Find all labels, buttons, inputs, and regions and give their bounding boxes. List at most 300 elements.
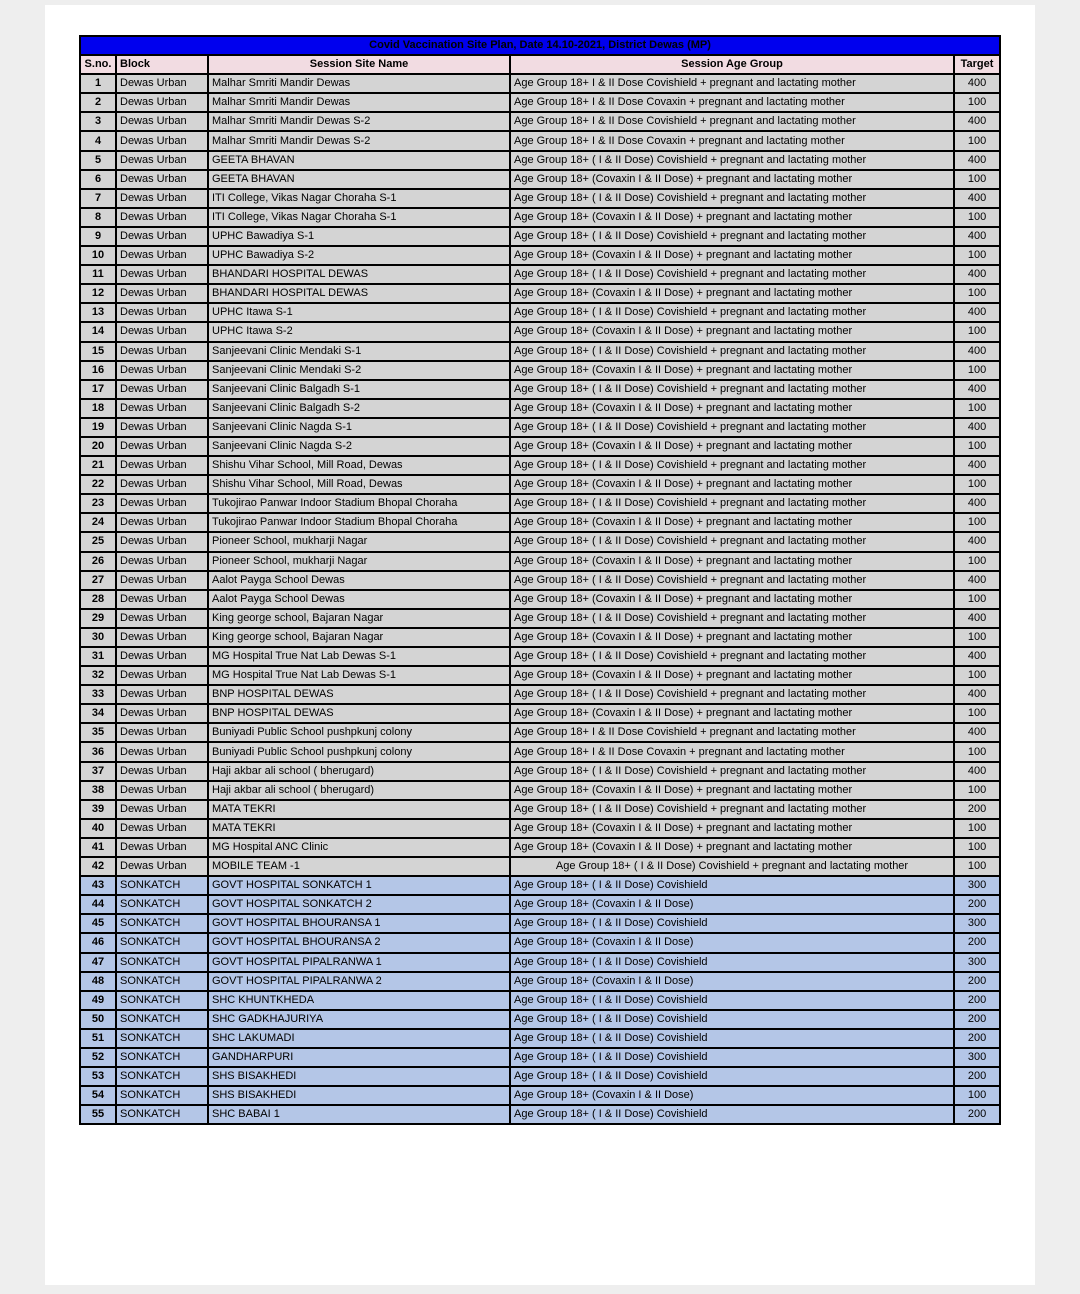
row-site-name: Sanjeevani Clinic Nagda S-2 bbox=[208, 437, 510, 456]
header-block: Block bbox=[116, 55, 208, 74]
row-age-group: Age Group 18+ ( I & II Dose) Covishield + pregnant and lactating mother bbox=[510, 380, 954, 399]
row-age-group: Age Group 18+ (Covaxin I & II Dose) + pregnant and lactating mother bbox=[510, 666, 954, 685]
row-sno: 43 bbox=[80, 876, 116, 895]
row-age-group: Age Group 18+ I & II Dose Covaxin + pregnant and lactating mother bbox=[510, 131, 954, 150]
row-sno: 53 bbox=[80, 1067, 116, 1086]
row-block: Dewas Urban bbox=[116, 666, 208, 685]
row-age-group: Age Group 18+ (Covaxin I & II Dose) + pregnant and lactating mother bbox=[510, 322, 954, 341]
row-age-group: Age Group 18+ ( I & II Dose) Covishield bbox=[510, 1105, 954, 1124]
row-site-name: Tukojirao Panwar Indoor Stadium Bhopal Choraha bbox=[208, 494, 510, 513]
table-row bbox=[80, 513, 1000, 532]
row-site-name: GEETA BHAVAN bbox=[208, 151, 510, 170]
row-site-name: Shishu Vihar School, Mill Road, Dewas bbox=[208, 475, 510, 494]
row-site-name: GANDHARPURI bbox=[208, 1048, 510, 1067]
row-target: 400 bbox=[954, 571, 1000, 590]
row-age-group: Age Group 18+ (Covaxin I & II Dose) + pregnant and lactating mother bbox=[510, 628, 954, 647]
table-row bbox=[80, 131, 1000, 150]
row-sno: 13 bbox=[80, 303, 116, 322]
row-site-name: Sanjeevani Clinic Mendaki S-1 bbox=[208, 342, 510, 361]
row-site-name: Malhar Smriti Mandir Dewas bbox=[208, 74, 510, 93]
row-target: 400 bbox=[954, 112, 1000, 131]
row-sno: 39 bbox=[80, 800, 116, 819]
row-site-name: BHANDARI HOSPITAL DEWAS bbox=[208, 284, 510, 303]
row-sno: 16 bbox=[80, 361, 116, 380]
table-row bbox=[80, 704, 1000, 723]
row-block: Dewas Urban bbox=[116, 513, 208, 532]
row-target: 400 bbox=[954, 380, 1000, 399]
row-sno: 19 bbox=[80, 418, 116, 437]
row-sno: 29 bbox=[80, 609, 116, 628]
row-site-name: Pioneer School, mukharji Nagar bbox=[208, 552, 510, 571]
table-row bbox=[80, 1067, 1000, 1086]
row-age-group: Age Group 18+ ( I & II Dose) Covishield + pregnant and lactating mother bbox=[510, 857, 954, 876]
row-target: 300 bbox=[954, 914, 1000, 933]
row-age-group: Age Group 18+ (Covaxin I & II Dose) + pregnant and lactating mother bbox=[510, 399, 954, 418]
row-target: 400 bbox=[954, 494, 1000, 513]
row-age-group: Age Group 18+ (Covaxin I & II Dose) + pregnant and lactating mother bbox=[510, 284, 954, 303]
table-row bbox=[80, 609, 1000, 628]
row-age-group: Age Group 18+ I & II Dose Covishield + pregnant and lactating mother bbox=[510, 74, 954, 93]
row-age-group: Age Group 18+ (Covaxin I & II Dose) + pregnant and lactating mother bbox=[510, 475, 954, 494]
row-target: 200 bbox=[954, 895, 1000, 914]
row-block: SONKATCH bbox=[116, 991, 208, 1010]
row-block: SONKATCH bbox=[116, 1086, 208, 1105]
row-sno: 9 bbox=[80, 227, 116, 246]
row-site-name: GOVT HOSPITAL BHOURANSA 1 bbox=[208, 914, 510, 933]
row-age-group: Age Group 18+ ( I & II Dose) Covishield + pregnant and lactating mother bbox=[510, 494, 954, 513]
row-site-name: SHS BISAKHEDI bbox=[208, 1067, 510, 1086]
row-site-name: UPHC Bawadiya S-1 bbox=[208, 227, 510, 246]
row-site-name: MOBILE TEAM -1 bbox=[208, 857, 510, 876]
table-row bbox=[80, 399, 1000, 418]
row-sno: 51 bbox=[80, 1029, 116, 1048]
row-sno: 50 bbox=[80, 1010, 116, 1029]
row-sno: 22 bbox=[80, 475, 116, 494]
row-age-group: Age Group 18+ ( I & II Dose) Covishield + pregnant and lactating mother bbox=[510, 265, 954, 284]
table-row bbox=[80, 914, 1000, 933]
row-sno: 40 bbox=[80, 819, 116, 838]
row-age-group: Age Group 18+ (Covaxin I & II Dose) bbox=[510, 972, 954, 991]
row-sno: 47 bbox=[80, 953, 116, 972]
row-age-group: Age Group 18+ ( I & II Dose) Covishield + pregnant and lactating mother bbox=[510, 685, 954, 704]
row-block: Dewas Urban bbox=[116, 781, 208, 800]
row-age-group: Age Group 18+ ( I & II Dose) Covishield + pregnant and lactating mother bbox=[510, 227, 954, 246]
row-block: Dewas Urban bbox=[116, 437, 208, 456]
row-site-name: BNP HOSPITAL DEWAS bbox=[208, 704, 510, 723]
row-target: 400 bbox=[954, 762, 1000, 781]
row-block: Dewas Urban bbox=[116, 418, 208, 437]
row-target: 400 bbox=[954, 723, 1000, 742]
row-block: Dewas Urban bbox=[116, 74, 208, 93]
row-target: 400 bbox=[954, 609, 1000, 628]
table-row bbox=[80, 590, 1000, 609]
row-sno: 15 bbox=[80, 342, 116, 361]
row-site-name: Malhar Smriti Mandir Dewas S-2 bbox=[208, 131, 510, 150]
row-site-name: MG Hospital ANC Clinic bbox=[208, 838, 510, 857]
row-age-group: Age Group 18+ ( I & II Dose) Covishield + pregnant and lactating mother bbox=[510, 571, 954, 590]
row-site-name: GOVT HOSPITAL SONKATCH 2 bbox=[208, 895, 510, 914]
row-site-name: Buniyadi Public School pushpkunj colony bbox=[208, 723, 510, 742]
table-title: Covid Vaccination Site Plan, Date 14.10-2021, District Dewas (MP) bbox=[80, 36, 1000, 55]
table-row bbox=[80, 876, 1000, 895]
table-row bbox=[80, 972, 1000, 991]
row-site-name: GOVT HOSPITAL PIPALRANWA 2 bbox=[208, 972, 510, 991]
row-block: SONKATCH bbox=[116, 1048, 208, 1067]
table-row bbox=[80, 895, 1000, 914]
row-target: 100 bbox=[954, 857, 1000, 876]
table-row bbox=[80, 475, 1000, 494]
table-row bbox=[80, 857, 1000, 876]
row-site-name: GOVT HOSPITAL PIPALRANWA 1 bbox=[208, 953, 510, 972]
row-target: 100 bbox=[954, 590, 1000, 609]
row-sno: 10 bbox=[80, 246, 116, 265]
row-block: Dewas Urban bbox=[116, 532, 208, 551]
table-row bbox=[80, 628, 1000, 647]
row-age-group: Age Group 18+ ( I & II Dose) Covishield + pregnant and lactating mother bbox=[510, 189, 954, 208]
row-target: 100 bbox=[954, 628, 1000, 647]
table-row bbox=[80, 303, 1000, 322]
row-sno: 1 bbox=[80, 74, 116, 93]
table-row bbox=[80, 1086, 1000, 1105]
header-target: Target bbox=[954, 55, 1000, 74]
row-block: SONKATCH bbox=[116, 933, 208, 952]
row-target: 300 bbox=[954, 1048, 1000, 1067]
row-age-group: Age Group 18+ (Covaxin I & II Dose) + pregnant and lactating mother bbox=[510, 437, 954, 456]
row-target: 100 bbox=[954, 170, 1000, 189]
row-sno: 41 bbox=[80, 838, 116, 857]
row-age-group: Age Group 18+ (Covaxin I & II Dose) + pregnant and lactating mother bbox=[510, 838, 954, 857]
table-row bbox=[80, 456, 1000, 475]
row-block: SONKATCH bbox=[116, 895, 208, 914]
row-site-name: UPHC Bawadiya S-2 bbox=[208, 246, 510, 265]
row-age-group: Age Group 18+ ( I & II Dose) Covishield + pregnant and lactating mother bbox=[510, 342, 954, 361]
row-age-group: Age Group 18+ ( I & II Dose) Covishield bbox=[510, 914, 954, 933]
row-site-name: GOVT HOSPITAL BHOURANSA 2 bbox=[208, 933, 510, 952]
row-sno: 33 bbox=[80, 685, 116, 704]
table-row bbox=[80, 647, 1000, 666]
row-block: Dewas Urban bbox=[116, 265, 208, 284]
row-block: Dewas Urban bbox=[116, 723, 208, 742]
row-age-group: Age Group 18+ ( I & II Dose) Covishield + pregnant and lactating mother bbox=[510, 762, 954, 781]
row-sno: 17 bbox=[80, 380, 116, 399]
row-target: 100 bbox=[954, 838, 1000, 857]
document-page bbox=[45, 5, 1035, 1285]
row-block: SONKATCH bbox=[116, 1029, 208, 1048]
row-sno: 44 bbox=[80, 895, 116, 914]
row-site-name: GOVT HOSPITAL SONKATCH 1 bbox=[208, 876, 510, 895]
row-site-name: SHC GADKHAJURIYA bbox=[208, 1010, 510, 1029]
row-age-group: Age Group 18+ (Covaxin I & II Dose) bbox=[510, 1086, 954, 1105]
row-block: Dewas Urban bbox=[116, 609, 208, 628]
row-sno: 38 bbox=[80, 781, 116, 800]
row-site-name: SHC LAKUMADI bbox=[208, 1029, 510, 1048]
row-target: 200 bbox=[954, 933, 1000, 952]
row-block: Dewas Urban bbox=[116, 303, 208, 322]
row-block: Dewas Urban bbox=[116, 189, 208, 208]
row-block: Dewas Urban bbox=[116, 590, 208, 609]
header-sno: S.no. bbox=[80, 55, 116, 74]
row-age-group: Age Group 18+ (Covaxin I & II Dose) + pregnant and lactating mother bbox=[510, 170, 954, 189]
row-sno: 30 bbox=[80, 628, 116, 647]
row-block: SONKATCH bbox=[116, 972, 208, 991]
row-target: 100 bbox=[954, 819, 1000, 838]
row-sno: 4 bbox=[80, 131, 116, 150]
table-row bbox=[80, 991, 1000, 1010]
row-age-group: Age Group 18+ (Covaxin I & II Dose) + pregnant and lactating mother bbox=[510, 704, 954, 723]
table-row bbox=[80, 342, 1000, 361]
row-target: 400 bbox=[954, 189, 1000, 208]
row-sno: 46 bbox=[80, 933, 116, 952]
row-target: 100 bbox=[954, 284, 1000, 303]
row-age-group: Age Group 18+ (Covaxin I & II Dose) + pregnant and lactating mother bbox=[510, 208, 954, 227]
row-target: 200 bbox=[954, 972, 1000, 991]
row-block: Dewas Urban bbox=[116, 628, 208, 647]
row-sno: 49 bbox=[80, 991, 116, 1010]
table-row bbox=[80, 1105, 1000, 1124]
row-block: Dewas Urban bbox=[116, 170, 208, 189]
row-site-name: ITI College, Vikas Nagar Choraha S-1 bbox=[208, 208, 510, 227]
row-site-name: Malhar Smriti Mandir Dewas bbox=[208, 93, 510, 112]
row-target: 100 bbox=[954, 1086, 1000, 1105]
row-block: Dewas Urban bbox=[116, 151, 208, 170]
row-sno: 18 bbox=[80, 399, 116, 418]
row-sno: 3 bbox=[80, 112, 116, 131]
table-row bbox=[80, 74, 1000, 93]
row-age-group: Age Group 18+ ( I & II Dose) Covishield + pregnant and lactating mother bbox=[510, 456, 954, 475]
table-row bbox=[80, 666, 1000, 685]
header-site: Session Site Name bbox=[208, 55, 510, 74]
row-block: Dewas Urban bbox=[116, 838, 208, 857]
row-site-name: Sanjeevani Clinic Balgadh S-1 bbox=[208, 380, 510, 399]
row-site-name: Shishu Vihar School, Mill Road, Dewas bbox=[208, 456, 510, 475]
row-block: Dewas Urban bbox=[116, 494, 208, 513]
row-target: 200 bbox=[954, 1010, 1000, 1029]
row-block: Dewas Urban bbox=[116, 704, 208, 723]
row-age-group: Age Group 18+ ( I & II Dose) Covishield + pregnant and lactating mother bbox=[510, 647, 954, 666]
row-block: Dewas Urban bbox=[116, 131, 208, 150]
row-sno: 20 bbox=[80, 437, 116, 456]
row-block: Dewas Urban bbox=[116, 685, 208, 704]
row-age-group: Age Group 18+ I & II Dose Covaxin + pregnant and lactating mother bbox=[510, 93, 954, 112]
row-site-name: MG Hospital True Nat Lab Dewas S-1 bbox=[208, 666, 510, 685]
row-target: 400 bbox=[954, 342, 1000, 361]
row-target: 100 bbox=[954, 131, 1000, 150]
row-sno: 52 bbox=[80, 1048, 116, 1067]
row-target: 400 bbox=[954, 74, 1000, 93]
row-sno: 24 bbox=[80, 513, 116, 532]
row-block: Dewas Urban bbox=[116, 456, 208, 475]
row-block: Dewas Urban bbox=[116, 322, 208, 341]
row-age-group: Age Group 18+ (Covaxin I & II Dose) + pregnant and lactating mother bbox=[510, 781, 954, 800]
row-target: 400 bbox=[954, 227, 1000, 246]
row-age-group: Age Group 18+ ( I & II Dose) Covishield + pregnant and lactating mother bbox=[510, 151, 954, 170]
row-sno: 45 bbox=[80, 914, 116, 933]
row-site-name: Tukojirao Panwar Indoor Stadium Bhopal Choraha bbox=[208, 513, 510, 532]
row-target: 400 bbox=[954, 418, 1000, 437]
row-target: 200 bbox=[954, 800, 1000, 819]
row-site-name: BHANDARI HOSPITAL DEWAS bbox=[208, 265, 510, 284]
table-row bbox=[80, 437, 1000, 456]
table-row bbox=[80, 1010, 1000, 1029]
row-target: 100 bbox=[954, 399, 1000, 418]
table-row bbox=[80, 112, 1000, 131]
row-sno: 55 bbox=[80, 1105, 116, 1124]
table-row bbox=[80, 762, 1000, 781]
row-target: 300 bbox=[954, 953, 1000, 972]
row-sno: 2 bbox=[80, 93, 116, 112]
row-site-name: Aalot Payga School Dewas bbox=[208, 571, 510, 590]
row-block: Dewas Urban bbox=[116, 380, 208, 399]
row-block: Dewas Urban bbox=[116, 342, 208, 361]
row-site-name: Sanjeevani Clinic Mendaki S-2 bbox=[208, 361, 510, 380]
row-target: 100 bbox=[954, 513, 1000, 532]
table-row bbox=[80, 418, 1000, 437]
table-row bbox=[80, 361, 1000, 380]
row-age-group: Age Group 18+ ( I & II Dose) Covishield bbox=[510, 1067, 954, 1086]
row-block: SONKATCH bbox=[116, 953, 208, 972]
row-target: 400 bbox=[954, 151, 1000, 170]
table-row bbox=[80, 819, 1000, 838]
table-row bbox=[80, 208, 1000, 227]
row-site-name: Haji akbar ali school ( bherugard) bbox=[208, 781, 510, 800]
row-sno: 31 bbox=[80, 647, 116, 666]
table-row bbox=[80, 284, 1000, 303]
row-target: 400 bbox=[954, 303, 1000, 322]
row-site-name: MATA TEKRI bbox=[208, 819, 510, 838]
row-site-name: BNP HOSPITAL DEWAS bbox=[208, 685, 510, 704]
row-sno: 37 bbox=[80, 762, 116, 781]
table-row bbox=[80, 322, 1000, 341]
row-block: Dewas Urban bbox=[116, 208, 208, 227]
row-sno: 5 bbox=[80, 151, 116, 170]
row-sno: 25 bbox=[80, 532, 116, 551]
table-row bbox=[80, 933, 1000, 952]
row-site-name: ITI College, Vikas Nagar Choraha S-1 bbox=[208, 189, 510, 208]
row-age-group: Age Group 18+ I & II Dose Covaxin + pregnant and lactating mother bbox=[510, 742, 954, 761]
header-age-group: Session Age Group bbox=[510, 55, 954, 74]
table-row bbox=[80, 494, 1000, 513]
site-plan-table bbox=[79, 35, 1001, 1125]
row-age-group: Age Group 18+ ( I & II Dose) Covishield bbox=[510, 1010, 954, 1029]
row-block: Dewas Urban bbox=[116, 647, 208, 666]
table-row bbox=[80, 838, 1000, 857]
row-age-group: Age Group 18+ (Covaxin I & II Dose) + pregnant and lactating mother bbox=[510, 819, 954, 838]
row-target: 100 bbox=[954, 93, 1000, 112]
row-sno: 12 bbox=[80, 284, 116, 303]
row-site-name: Sanjeevani Clinic Nagda S-1 bbox=[208, 418, 510, 437]
table-row bbox=[80, 742, 1000, 761]
row-block: SONKATCH bbox=[116, 1010, 208, 1029]
row-block: SONKATCH bbox=[116, 876, 208, 895]
row-sno: 42 bbox=[80, 857, 116, 876]
table-row bbox=[80, 227, 1000, 246]
row-block: Dewas Urban bbox=[116, 284, 208, 303]
row-age-group: Age Group 18+ ( I & II Dose) Covishield + pregnant and lactating mother bbox=[510, 800, 954, 819]
row-site-name: Pioneer School, mukharji Nagar bbox=[208, 532, 510, 551]
row-site-name: Aalot Payga School Dewas bbox=[208, 590, 510, 609]
row-block: Dewas Urban bbox=[116, 552, 208, 571]
row-target: 200 bbox=[954, 991, 1000, 1010]
row-site-name: GEETA BHAVAN bbox=[208, 170, 510, 189]
row-sno: 6 bbox=[80, 170, 116, 189]
row-sno: 48 bbox=[80, 972, 116, 991]
row-age-group: Age Group 18+ ( I & II Dose) Covishield + pregnant and lactating mother bbox=[510, 303, 954, 322]
row-site-name: SHC BABAI 1 bbox=[208, 1105, 510, 1124]
row-target: 200 bbox=[954, 1029, 1000, 1048]
row-site-name: King george school, Bajaran Nagar bbox=[208, 609, 510, 628]
row-sno: 28 bbox=[80, 590, 116, 609]
table-row bbox=[80, 151, 1000, 170]
row-target: 200 bbox=[954, 1067, 1000, 1086]
row-block: Dewas Urban bbox=[116, 112, 208, 131]
row-age-group: Age Group 18+ ( I & II Dose) Covishield bbox=[510, 876, 954, 895]
row-target: 300 bbox=[954, 876, 1000, 895]
row-target: 100 bbox=[954, 742, 1000, 761]
table-row bbox=[80, 265, 1000, 284]
row-site-name: UPHC Itawa S-2 bbox=[208, 322, 510, 341]
row-target: 100 bbox=[954, 781, 1000, 800]
table-row bbox=[80, 685, 1000, 704]
row-age-group: Age Group 18+ ( I & II Dose) Covishield + pregnant and lactating mother bbox=[510, 609, 954, 628]
row-sno: 7 bbox=[80, 189, 116, 208]
table-row bbox=[80, 170, 1000, 189]
row-site-name: MATA TEKRI bbox=[208, 800, 510, 819]
table-row bbox=[80, 380, 1000, 399]
row-block: Dewas Urban bbox=[116, 800, 208, 819]
row-age-group: Age Group 18+ (Covaxin I & II Dose) + pregnant and lactating mother bbox=[510, 552, 954, 571]
row-block: Dewas Urban bbox=[116, 93, 208, 112]
row-sno: 14 bbox=[80, 322, 116, 341]
row-block: Dewas Urban bbox=[116, 571, 208, 590]
row-age-group: Age Group 18+ (Covaxin I & II Dose) + pregnant and lactating mother bbox=[510, 361, 954, 380]
row-sno: 26 bbox=[80, 552, 116, 571]
row-site-name: King george school, Bajaran Nagar bbox=[208, 628, 510, 647]
row-age-group: Age Group 18+ ( I & II Dose) Covishield bbox=[510, 1029, 954, 1048]
row-target: 400 bbox=[954, 647, 1000, 666]
row-site-name: SHC KHUNTKHEDA bbox=[208, 991, 510, 1010]
row-block: Dewas Urban bbox=[116, 361, 208, 380]
row-target: 100 bbox=[954, 246, 1000, 265]
row-age-group: Age Group 18+ (Covaxin I & II Dose) + pregnant and lactating mother bbox=[510, 246, 954, 265]
row-sno: 36 bbox=[80, 742, 116, 761]
row-target: 400 bbox=[954, 532, 1000, 551]
row-target: 100 bbox=[954, 475, 1000, 494]
row-sno: 8 bbox=[80, 208, 116, 227]
row-site-name: Malhar Smriti Mandir Dewas S-2 bbox=[208, 112, 510, 131]
table-row bbox=[80, 189, 1000, 208]
row-block: Dewas Urban bbox=[116, 399, 208, 418]
row-age-group: Age Group 18+ ( I & II Dose) Covishield + pregnant and lactating mother bbox=[510, 418, 954, 437]
table-row bbox=[80, 246, 1000, 265]
row-block: SONKATCH bbox=[116, 1105, 208, 1124]
table-row bbox=[80, 781, 1000, 800]
row-sno: 35 bbox=[80, 723, 116, 742]
row-site-name: MG Hospital True Nat Lab Dewas S-1 bbox=[208, 647, 510, 666]
table-row bbox=[80, 552, 1000, 571]
row-target: 100 bbox=[954, 361, 1000, 380]
row-target: 100 bbox=[954, 666, 1000, 685]
table-row bbox=[80, 723, 1000, 742]
row-age-group: Age Group 18+ ( I & II Dose) Covishield bbox=[510, 953, 954, 972]
row-site-name: Buniyadi Public School pushpkunj colony bbox=[208, 742, 510, 761]
row-target: 400 bbox=[954, 685, 1000, 704]
row-block: Dewas Urban bbox=[116, 819, 208, 838]
table-row bbox=[80, 953, 1000, 972]
row-target: 100 bbox=[954, 437, 1000, 456]
row-sno: 23 bbox=[80, 494, 116, 513]
row-target: 400 bbox=[954, 456, 1000, 475]
row-block: SONKATCH bbox=[116, 1067, 208, 1086]
